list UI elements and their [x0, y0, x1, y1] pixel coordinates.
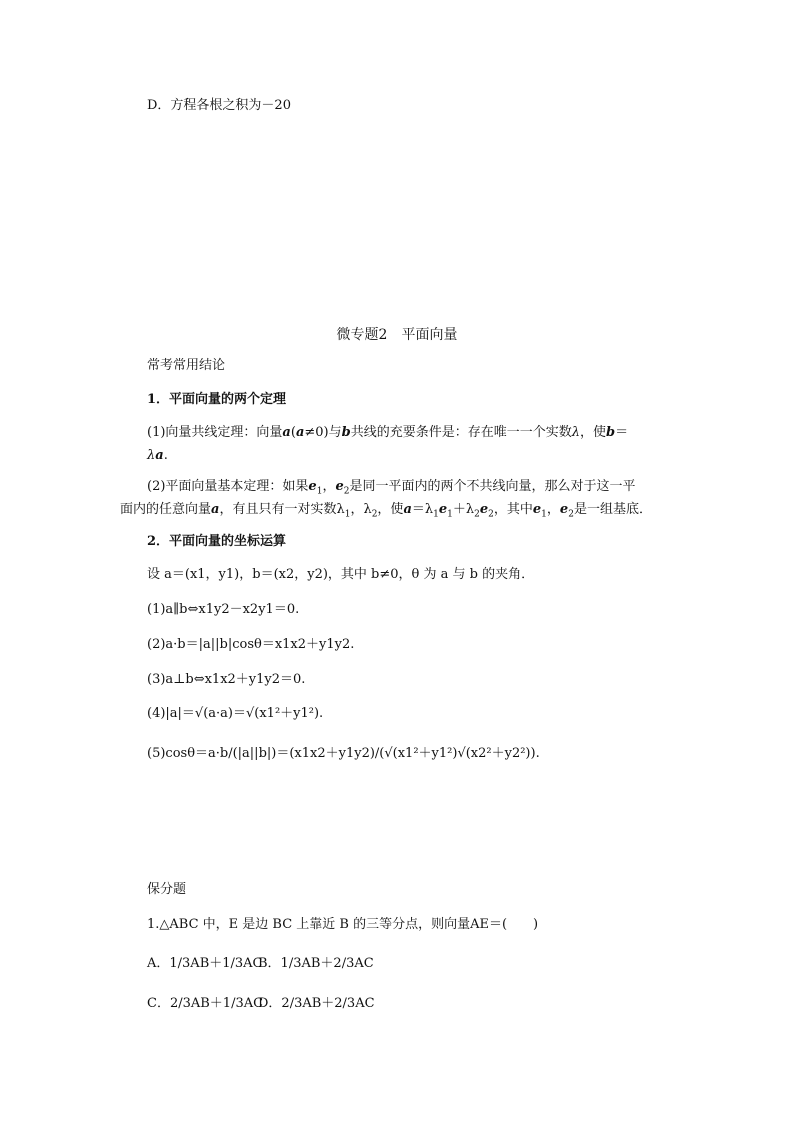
text: ，	[546, 502, 560, 517]
text: ，	[322, 479, 336, 494]
text: ＝	[615, 425, 629, 440]
question-1-option-d[interactable]: D．2/3AB＋2/3AC	[258, 996, 375, 1011]
text: 面内的任意向量	[120, 502, 212, 517]
item1-paragraph1-line2	[147, 447, 168, 465]
section-heading: 常考常用结论	[147, 358, 226, 373]
vector-a: a	[295, 425, 305, 440]
vector-b: b	[341, 425, 351, 440]
item2-heading: 2．平面向量的坐标运算	[147, 534, 287, 549]
vector-a: a	[282, 425, 291, 440]
subscript: 1	[541, 509, 547, 520]
item2-intro: 设 a＝(x1，y1)，b＝(x2，y2)，其中 b≠0，θ 为 a 与 b 的夹角．	[147, 567, 535, 582]
vector-e: e	[559, 502, 569, 517]
text: (1)向量共线定理：向量	[147, 425, 283, 440]
subscript: 1	[316, 486, 323, 497]
formula-4: (4)|a|＝√(a·a)＝√(x1²＋y1²).	[147, 706, 324, 721]
text: .	[163, 448, 168, 463]
subscript: 2	[343, 486, 350, 497]
text: 是同一平面内的两个不共线向量，那么对于这一平	[349, 479, 636, 494]
formula-5: (5)cosθ＝a·b/(|a||b|)＝(x1x2＋y1y2)/(√(x1²＋y1²)√(x2²＋y2²)).	[147, 746, 540, 761]
text: (	[290, 425, 296, 440]
item1-heading: 1．平面向量的两个定理	[147, 392, 287, 407]
vector-e: e	[438, 502, 448, 517]
question-1-option-c[interactable]: C．2/3AB＋1/3AC	[147, 996, 264, 1011]
vector-a: a	[211, 502, 220, 517]
item1-paragraph1-line1	[147, 424, 628, 442]
question-1-option-a[interactable]: A．1/3AB＋1/3AC	[147, 956, 263, 971]
text: ＋λ	[452, 502, 475, 517]
text: 是一组基底．	[573, 502, 652, 517]
vector-a: a	[403, 502, 412, 517]
item1-paragraph2-line2	[120, 501, 652, 519]
subscript: 1	[344, 509, 351, 520]
vector-b: b	[606, 425, 616, 440]
top-option-d: D．方程各根之积为－20	[147, 98, 291, 113]
lambda: λ	[147, 448, 156, 463]
text: 共线的充要条件是：存在唯一一个实数	[350, 425, 572, 440]
baofen-heading: 保分题	[147, 882, 187, 897]
subscript: 2	[488, 509, 494, 520]
question-1-option-b[interactable]: B．1/3AB＋2/3AC	[258, 956, 374, 971]
vector-e: e	[479, 502, 489, 517]
text: ，有且只有一对实数λ	[219, 502, 345, 517]
subscript: 2	[474, 509, 480, 520]
vector-e: e	[308, 479, 317, 494]
text: ，其中	[493, 502, 533, 517]
lambda: λ	[571, 425, 580, 440]
text: ，使	[579, 425, 606, 440]
subscript: 1	[433, 509, 439, 520]
question-1-stem: 1.△ABC 中，E 是边 BC 上靠近 B 的三等分点，则向量AE＝( )	[147, 917, 539, 932]
formula-3: (3)a⊥b⇔x1x2＋y1y2＝0.	[147, 672, 306, 687]
vector-e: e	[532, 502, 542, 517]
text: ＝λ	[411, 502, 434, 517]
page-title: 微专题2 平面向量	[336, 327, 458, 343]
item1-paragraph2-line1	[147, 478, 635, 496]
formula-1: (1)a∥b⇔x1y2－x2y1＝0.	[147, 602, 300, 617]
subscript: 2	[371, 509, 378, 520]
text: (2)平面向量基本定理：如果	[147, 479, 309, 494]
text: ≠0)与	[304, 425, 342, 440]
subscript: 2	[568, 509, 574, 520]
vector-a: a	[155, 448, 164, 463]
text: ，λ	[350, 502, 372, 517]
formula-2: (2)a·b＝|a||b|cosθ＝x1x2＋y1y2.	[147, 637, 355, 652]
text: ，使	[377, 502, 404, 517]
subscript: 1	[447, 509, 453, 520]
vector-e: e	[335, 479, 344, 494]
